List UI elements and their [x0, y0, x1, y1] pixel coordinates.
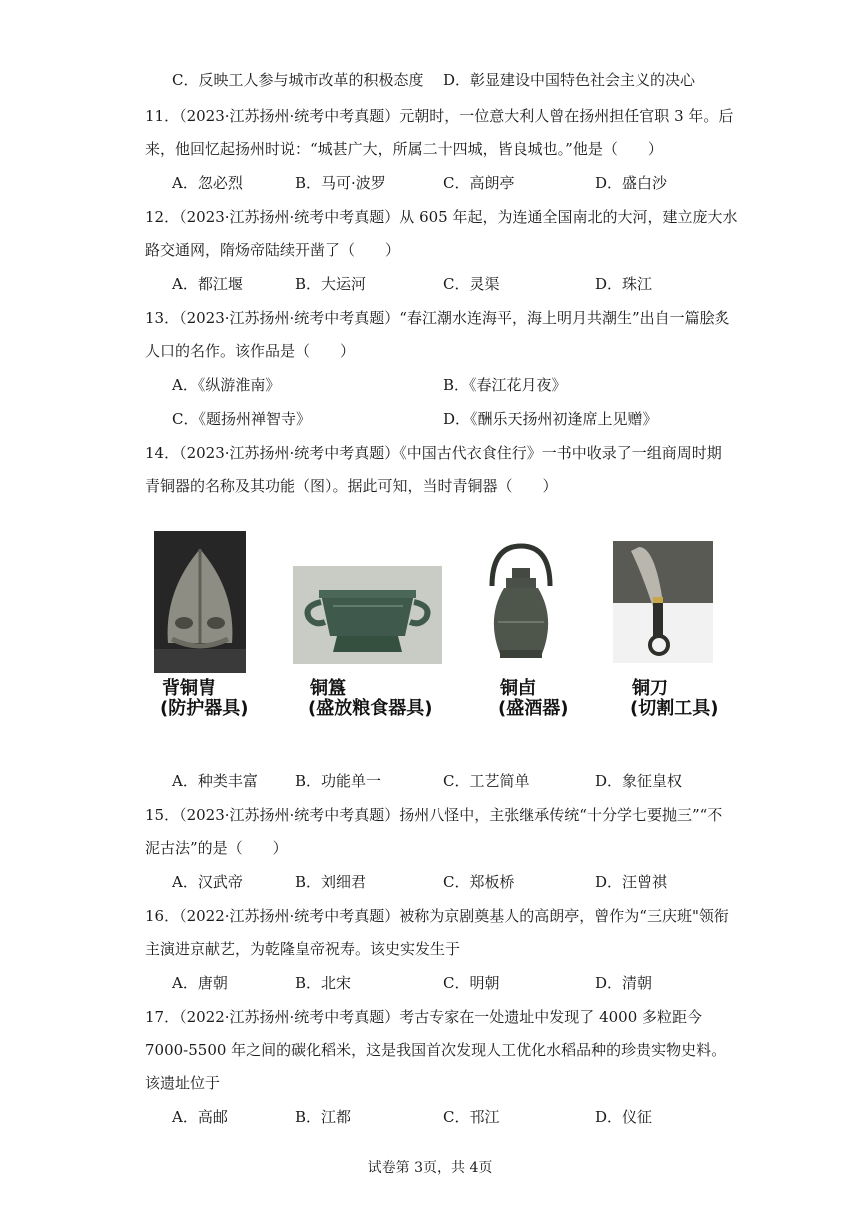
helmet-function: (防护器具) — [160, 698, 249, 719]
q11-option-b: B．马可·波罗 — [295, 174, 386, 192]
you-function: (盛酒器) — [498, 698, 569, 719]
you-vessel-photo — [480, 542, 562, 664]
q17-stem-line-2: 7000-5500 年之间的碳化稻米，这是我国首次发现人工优化水稻品种的珍贵实物史料。 — [145, 1041, 727, 1059]
q13-stem-line-1: 13．（2023·江苏扬州·统考中考真题）“春江潮水连海平，海上明月共潮生”出自一篇脍炙 — [145, 309, 730, 327]
q17-stem-line-3: 该遗址位于 — [145, 1074, 221, 1092]
you-name: 铜卣 — [500, 678, 536, 699]
q16-stem-line-1: 16．（2022·江苏扬州·统考中考真题）被称为京剧奠基人的高朗亭，曾作为“三庆班"领衔 — [145, 907, 729, 925]
q10-option-c: C．反映工人参与城市改革的积极态度 — [172, 71, 424, 89]
q10-option-d: D．彰显建设中国特色社会主义的决心 — [443, 71, 696, 89]
q12-option-b: B．大运河 — [295, 275, 367, 293]
q17-option-a: A．高邮 — [172, 1108, 228, 1126]
q14-option-b: B．功能单一 — [295, 772, 382, 790]
q12-stem-line-1: 12．（2023·江苏扬州·统考中考真题）从 605 年起，为连通全国南北的大河，建立庞大水 — [145, 208, 738, 226]
helmet-photo — [154, 531, 246, 673]
q14-stem-line-1: 14．（2023·江苏扬州·统考中考真题）《中国古代衣食住行》一书中收录了一组商周时期 — [145, 444, 722, 462]
q11-stem-line-1: 11．（2023·江苏扬州·统考中考真题）元朝时，一位意大利人曾在扬州担任官职 3 年。后 — [145, 107, 734, 125]
q14-option-d: D．象征皇权 — [595, 772, 683, 790]
q13-option-d: D．《酬乐天扬州初逢席上见赠》 — [443, 410, 658, 428]
gui-function: (盛放粮食器具) — [308, 698, 433, 719]
q15-stem-line-2: 泥古法”的是（ ） — [145, 839, 288, 857]
gui-vessel-photo — [293, 566, 442, 664]
q14-stem-line-2: 青铜器的名称及其功能（图）。据此可知，当时青铜器（ ） — [145, 477, 558, 495]
q12-option-a: A．都江堰 — [172, 275, 243, 293]
q17-option-d: D．仪征 — [595, 1108, 653, 1126]
q16-option-a: A．唐朝 — [172, 974, 228, 992]
q14-option-a: A．种类丰富 — [172, 772, 258, 790]
q13-option-b: B．《春江花月夜》 — [443, 376, 567, 394]
q17-option-b: B．江都 — [295, 1108, 352, 1126]
q13-option-a: A．《纵游淮南》 — [172, 376, 281, 394]
bronze-ware-figure — [150, 528, 730, 728]
q13-option-c: C．《题扬州禅智寺》 — [172, 410, 311, 428]
q12-option-d: D．珠江 — [595, 275, 653, 293]
q16-option-b: B．北宋 — [295, 974, 352, 992]
q12-stem-line-2: 路交通网，隋炀帝陆续开凿了（ ） — [145, 241, 401, 259]
gui-name: 铜簋 — [310, 678, 346, 699]
q14-option-c: C．工艺简单 — [443, 772, 530, 790]
q15-option-a: A．汉武帝 — [172, 873, 243, 891]
q12-option-c: C．灵渠 — [443, 275, 500, 293]
q17-stem-line-1: 17．（2022·江苏扬州·统考中考真题）考古专家在一处遗址中发现了 4000 多粒距今 — [145, 1008, 703, 1026]
q16-option-d: D．清朝 — [595, 974, 653, 992]
q11-option-c: C．高朗亭 — [443, 174, 515, 192]
q11-option-d: D．盛白沙 — [595, 174, 668, 192]
q15-option-b: B．刘细君 — [295, 873, 367, 891]
knife-name: 铜刀 — [632, 678, 668, 699]
q15-option-d: D．汪曾祺 — [595, 873, 668, 891]
knife-photo — [613, 541, 713, 663]
page-footer: 试卷第 3页，共 4页 — [367, 1160, 493, 1176]
q11-option-a: A．忽必烈 — [172, 174, 243, 192]
q16-option-c: C．明朝 — [443, 974, 500, 992]
knife-function: (切割工具) — [630, 698, 719, 719]
helmet-name: 背铜胄 — [162, 678, 216, 699]
q11-stem-line-2: 来，他回忆起扬州时说：“城甚广大，所属二十四城，皆良城也。”他是（ ） — [145, 140, 663, 158]
q17-option-c: C．邗江 — [443, 1108, 500, 1126]
q13-stem-line-2: 人口的名作。该作品是（ ） — [145, 342, 356, 360]
q15-option-c: C．郑板桥 — [443, 873, 515, 891]
q16-stem-line-2: 主演进京献艺，为乾隆皇帝祝寿。该史实发生于 — [145, 940, 461, 958]
q15-stem-line-1: 15．（2023·江苏扬州·统考中考真题）扬州八怪中，主张继承传统“十分学七要抛三”“不 — [145, 806, 723, 824]
